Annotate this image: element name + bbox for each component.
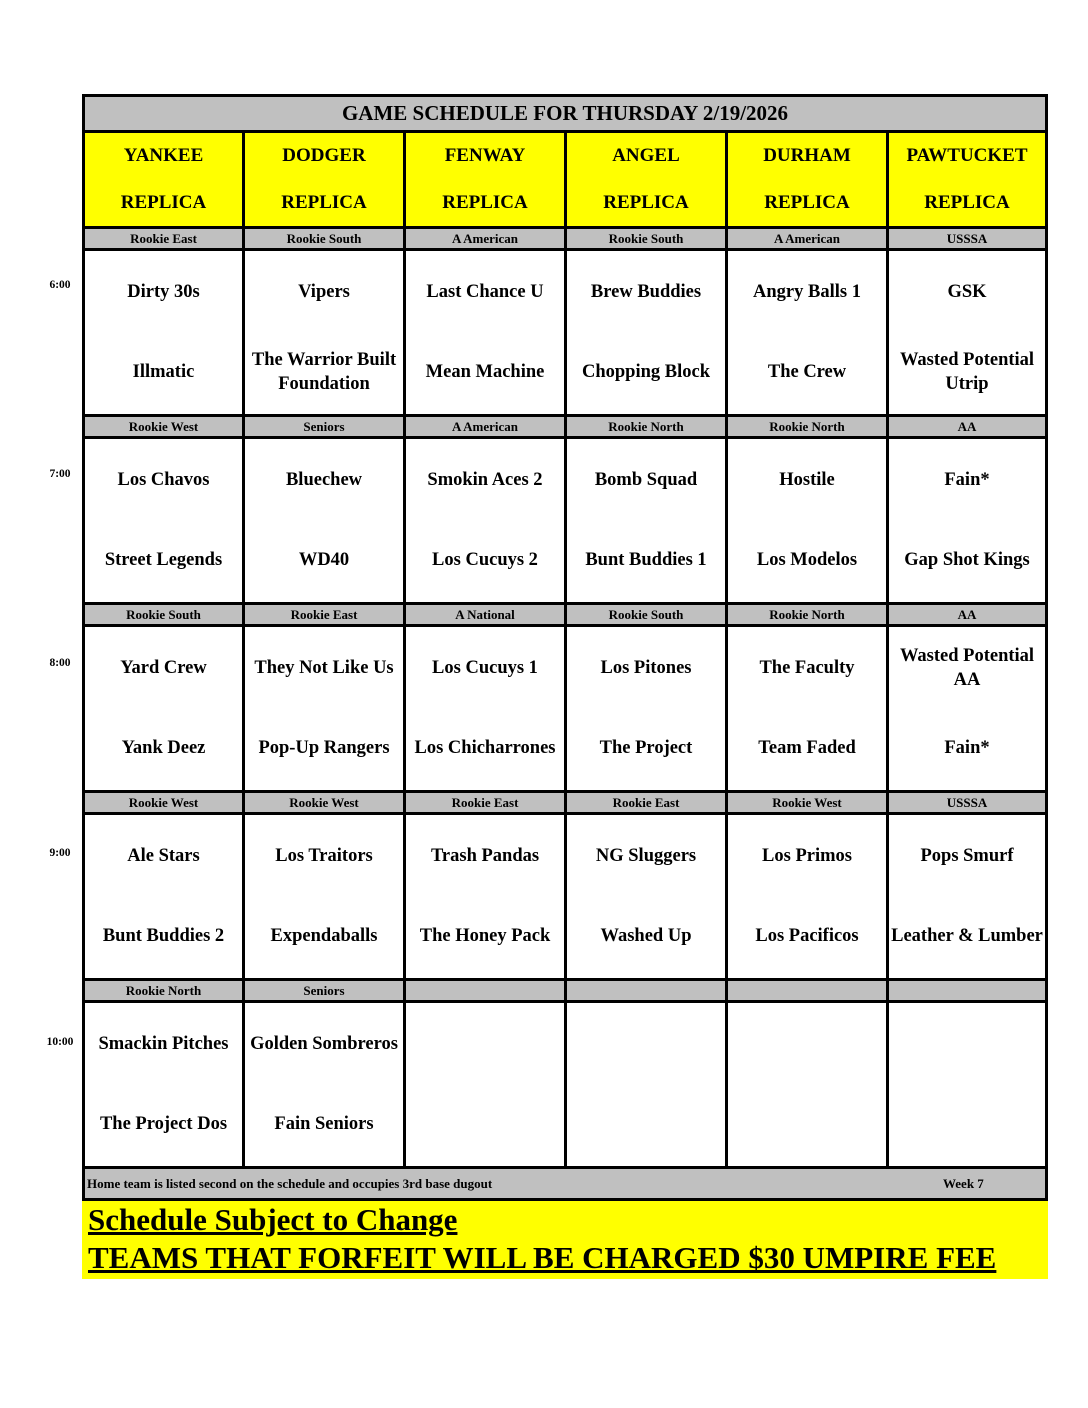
away-team: Los Pitones [600,658,692,678]
field-header [85,130,245,226]
game-cell [889,1000,1045,1166]
home-team: The Project Dos [99,1114,228,1134]
away-team: Los Primos [762,846,852,866]
division-label: Rookie East [567,790,728,812]
away-team: Ale Stars [127,846,200,866]
division-label: USSSA [889,790,1045,812]
game-cell [406,436,567,602]
home-team [644,1085,648,1163]
game-cell [567,812,728,978]
home-team: The Project [599,738,693,758]
home-team: WD40 [298,550,350,570]
game-cell [728,1000,889,1166]
division-label: Seniors [245,978,406,1000]
division-label: Rookie North [728,414,889,436]
game-cell [889,248,1045,414]
game-cell [245,436,406,602]
game-cell [728,436,889,602]
game-cell [567,436,728,602]
home-team: The Warrior Built Foundation [251,350,397,394]
home-team: Team Faded [758,738,856,758]
home-team: Fain Seniors [274,1114,374,1134]
home-team: Bunt Buddies 2 [102,926,225,946]
home-team: Pop-Up Rangers [258,738,390,758]
home-team: Chopping Block [581,362,710,382]
division-label: Rookie South [245,226,406,248]
schedule-footer [82,1166,1048,1201]
field-header [728,130,889,226]
division-row [82,602,1048,624]
field-name: DODGER [282,145,366,166]
division-label: A American [406,414,567,436]
home-team: Wasted Potential Utrip [899,350,1035,394]
division-row [82,414,1048,436]
away-team: Golden Sombreros [250,1034,398,1054]
division-label: AA [889,602,1045,624]
home-team: Yank Deez [121,738,206,758]
home-team: Illmatic [132,362,195,382]
home-team: Leather & Lumber [891,926,1043,946]
game-cell [245,812,406,978]
division-label [567,978,728,1000]
division-label: A American [728,226,889,248]
away-team [483,1003,487,1085]
home-team-note: Home team is listed second on the schedule and occupies 3rd base dugout [87,1175,493,1191]
games-row [82,624,1048,790]
field-name: ANGEL [612,145,680,166]
game-cell [728,624,889,790]
home-team: Los Pacificos [755,926,859,946]
away-team: Bomb Squad [594,470,698,490]
field-header [406,130,567,226]
division-label: Seniors [245,414,406,436]
time-slots [82,226,1048,1166]
game-cell [889,812,1045,978]
time-label: 10:00 [46,1036,74,1048]
field-type: REPLICA [764,192,850,213]
away-team: Fain* [944,470,990,490]
home-team: Los Cucuys 2 [432,550,538,570]
division-label: Rookie North [567,414,728,436]
game-cell [567,624,728,790]
game-cell [406,812,567,978]
home-team: The Honey Pack [419,926,551,946]
games-row [82,812,1048,978]
game-cell [85,812,245,978]
field-name: DURHAM [763,145,851,166]
game-cell [406,624,567,790]
away-team: Los Traitors [275,846,373,866]
division-label: Rookie West [245,790,406,812]
field-header [567,130,728,226]
division-label: Rookie South [567,226,728,248]
game-cell [245,624,406,790]
division-label: Rookie West [85,790,245,812]
game-cell [85,248,245,414]
home-team: Expendaballs [270,926,378,946]
games-row [82,248,1048,414]
away-team: Smokin Aces 2 [427,470,543,490]
time-label: 8:00 [49,657,71,669]
home-team: Gap Shot Kings [904,550,1030,570]
home-team [805,1085,809,1163]
away-team: Pops Smurf [920,846,1014,866]
away-team: They Not Like Us [254,658,394,678]
division-label: Rookie West [728,790,889,812]
division-row [82,978,1048,1000]
forfeit-fee-notice: TEAMS THAT FORFEIT WILL BE CHARGED $30 UMPIRE FEE [88,1240,997,1275]
schedule-change-notice: Schedule Subject to Change [88,1202,458,1237]
game-cell [728,812,889,978]
game-cell [889,624,1045,790]
away-team: Bluechew [285,470,363,490]
time-label: 6:00 [49,279,71,291]
field-type: REPLICA [442,192,528,213]
away-team: Dirty 30s [127,282,200,302]
home-team [965,1085,969,1163]
game-cell [406,248,567,414]
division-label: AA [889,414,1045,436]
field-header-row [82,130,1048,226]
division-label: Rookie East [85,226,245,248]
time-label: 9:00 [49,847,71,859]
field-name: PAWTUCKET [906,145,1028,166]
away-team: Los Cucuys 1 [432,658,538,678]
division-row [82,226,1048,248]
away-team: Smackin Pitches [98,1034,229,1054]
home-team: Mean Machine [425,362,545,382]
field-type: REPLICA [120,192,207,213]
field-type: REPLICA [281,192,367,213]
home-team: The Crew [767,362,847,382]
game-cell [245,248,406,414]
field-header [889,130,1045,226]
away-team: Vipers [298,282,350,302]
game-cell [728,248,889,414]
away-team: Brew Buddies [590,282,702,302]
division-label [728,978,889,1000]
game-cell [85,436,245,602]
away-team: GSK [947,282,987,302]
division-label [406,978,567,1000]
division-label: USSSA [889,226,1045,248]
away-team: Angry Balls 1 [753,282,861,302]
away-team [965,1003,969,1085]
game-cell [406,1000,567,1166]
away-team: Hostile [779,470,835,490]
home-team: Street Legends [104,550,223,570]
home-team: Washed Up [600,926,692,946]
game-cell [85,624,245,790]
schedule-table [82,94,1048,1279]
field-type: REPLICA [603,192,689,213]
game-cell [245,1000,406,1166]
time-label: 7:00 [49,468,71,480]
away-team: Wasted Potential AA [899,646,1035,690]
away-team: Los Chavos [117,470,210,490]
division-label: Rookie South [85,602,245,624]
away-team [805,1003,809,1085]
division-label: Rookie West [85,414,245,436]
division-label: A American [406,226,567,248]
home-team: Los Chicharrones [414,738,556,758]
field-name: FENWAY [444,145,526,166]
home-team: Bunt Buddies 1 [585,550,707,570]
notice-banner [82,1201,1048,1279]
home-team: Los Modelos [756,550,858,570]
away-team: Yard Crew [120,658,207,678]
games-row [82,436,1048,602]
away-team: The Faculty [759,658,855,678]
game-cell [567,1000,728,1166]
division-label [889,978,1045,1000]
game-cell [85,1000,245,1166]
game-cell [567,248,728,414]
games-row [82,1000,1048,1166]
away-team: Last Chance U [426,282,544,302]
division-label: A National [406,602,567,624]
away-team: Trash Pandas [430,846,540,866]
away-team [644,1003,648,1085]
home-team [483,1085,487,1163]
division-label: Rookie East [406,790,567,812]
division-label: Rookie North [728,602,889,624]
game-cell [889,436,1045,602]
division-label: Rookie South [567,602,728,624]
field-header [245,130,406,226]
schedule-title: GAME SCHEDULE FOR THURSDAY 2/19/2026 [82,94,1048,130]
home-team: Fain* [944,738,990,758]
week-label: Week 7 [943,1175,984,1191]
away-team: NG Sluggers [595,846,697,866]
field-type: REPLICA [924,192,1010,213]
field-name: YANKEE [123,145,204,166]
division-label: Rookie North [85,978,245,1000]
division-row [82,790,1048,812]
division-label: Rookie East [245,602,406,624]
